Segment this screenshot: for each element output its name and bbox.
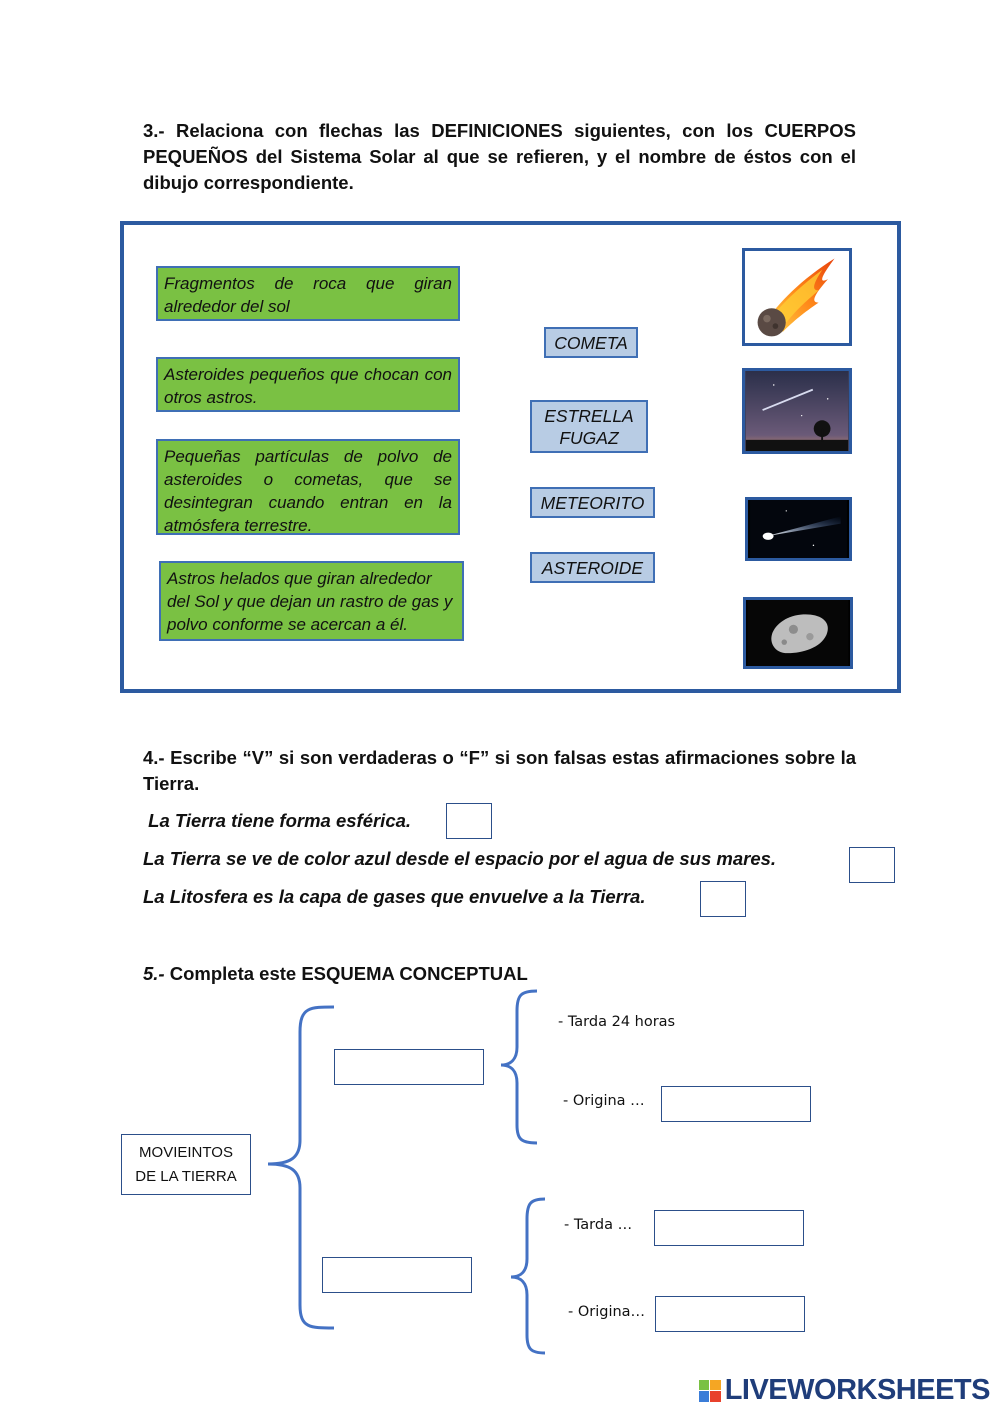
- shooting-star-icon[interactable]: [742, 368, 852, 454]
- brace-upper: [495, 985, 545, 1150]
- branch-2-input[interactable]: [322, 1257, 472, 1293]
- definition-1[interactable]: Fragmentos de roca que giran alrededor del sol: [156, 266, 460, 321]
- liveworksheets-logo: [699, 1374, 990, 1407]
- definition-2[interactable]: Asteroides pequeños que chocan con otros astros.: [156, 357, 460, 412]
- definition-3[interactable]: Pequeñas partículas de polvo de asteroides o cometas, que se desintegran cuando entran en la atmósfera terrestre.: [156, 439, 460, 535]
- q5-title: [143, 963, 528, 985]
- branch-2-leaf-1: - Tarda …: [564, 1217, 633, 1233]
- term-meteorito[interactable]: METEORITO: [530, 487, 655, 518]
- branch-1-leaf-2-input[interactable]: [661, 1086, 811, 1122]
- q3-title: 3.- Relaciona con flechas las DEFINICIONES siguientes, con los CUERPOS PEQUEÑOS del Sistema Solar al que se refieren, y el nombre de éstos con el dibujo correspondiente.: [143, 120, 856, 193]
- answer-box-2[interactable]: [849, 847, 895, 883]
- term-estrella-fugaz[interactable]: ESTRELLA FUGAZ: [530, 400, 648, 453]
- branch-2-leaf-2-input[interactable]: [655, 1296, 805, 1332]
- meteor-icon[interactable]: [742, 248, 852, 346]
- term-cometa[interactable]: COMETA: [544, 327, 638, 358]
- logo-text: LIVEWORKSHEETS: [724, 1374, 990, 1406]
- q4-title: 4.- Escribe “V” si son verdaderas o “F” si son falsas estas afirmaciones sobre la Tierra.: [143, 747, 856, 794]
- branch-1-input[interactable]: [334, 1049, 484, 1085]
- branch-2-leaf-1-input[interactable]: [654, 1210, 804, 1246]
- q5-title-number: 5.-: [143, 963, 165, 984]
- answer-box-1[interactable]: [446, 803, 492, 839]
- statement-1: La Tierra tiene forma esférica.: [143, 810, 412, 831]
- branch-1-leaf-1: - Tarda 24 horas: [558, 1014, 676, 1030]
- logo-mark-icon: [699, 1380, 721, 1402]
- definition-4[interactable]: Astros helados que giran alrededor del Sol y que dejan un rastro de gas y polvo conforme se acercan a él.: [159, 561, 464, 641]
- q5-title-text: Completa este ESQUEMA CONCEPTUAL: [164, 963, 528, 984]
- brace-lower: [505, 1193, 555, 1358]
- statement-2: La Tierra se ve de color azul desde el espacio por el agua de sus mares.: [143, 848, 777, 869]
- comet-icon[interactable]: [745, 497, 852, 561]
- asteroid-icon[interactable]: [743, 597, 853, 669]
- branch-1-leaf-2: - Origina …: [563, 1093, 645, 1109]
- term-asteroide[interactable]: ASTEROIDE: [530, 552, 655, 583]
- answer-box-3[interactable]: [700, 881, 746, 917]
- statement-3: La Litosfera es la capa de gases que envuelve a la Tierra.: [143, 886, 646, 907]
- root-concept-box: MOVIEINTOS DE LA TIERRA: [121, 1134, 251, 1195]
- branch-2-leaf-2: - Origina…: [568, 1304, 646, 1320]
